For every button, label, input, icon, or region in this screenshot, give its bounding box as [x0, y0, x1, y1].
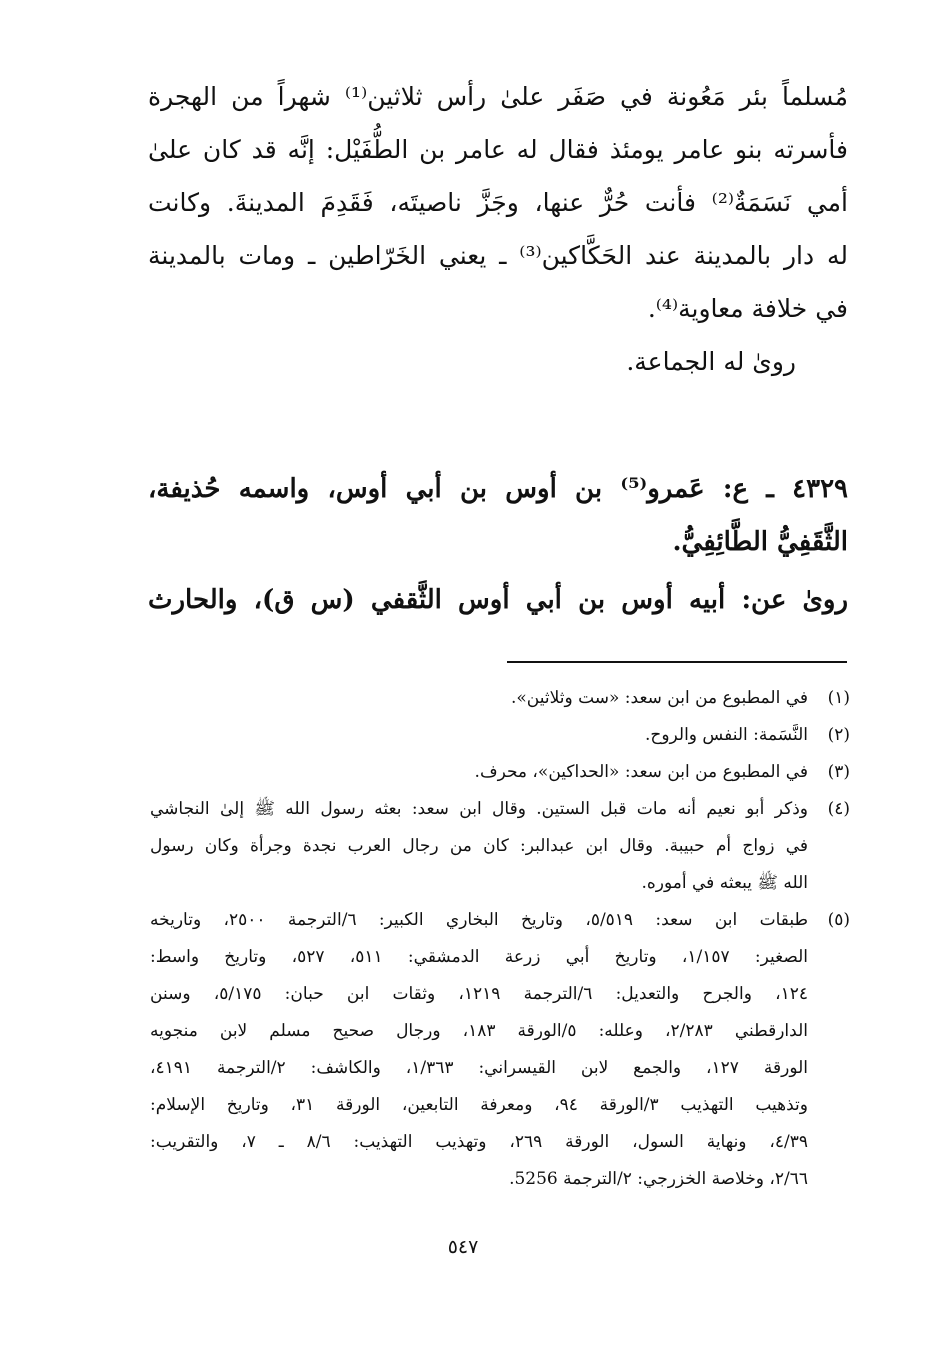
footnote-line: في المطبوع من ابن سعد: «الحداكين»، محرف. [474, 762, 808, 782]
entry-heading [148, 463, 848, 569]
footnote [150, 902, 850, 1198]
footnote-number: (٥) [827, 910, 850, 930]
footnote-line: طبقات ابن سعد: ٥/٥١٩، وتاريخ البخاري الكبير: ٦/الترجمة ٢٥٠٠، وتاريخه [150, 910, 809, 930]
body-line: له دار بالمدينة عند الحَكَّاكين⁽³⁾ ـ يعني الخَرّاطين ـ ومات بالمدينة [148, 241, 848, 270]
footnote [150, 680, 850, 717]
footnote-line: ١٢٤، والجرح والتعديل: ٦/الترجمة ١٢١٩، وثقات ابن حبان: ٥/١٧٥، وسنن [150, 984, 808, 1004]
footnotes [150, 680, 850, 1198]
footnote-line: وذكر أبو نعيم أنه مات قبل الستين. وقال ابن سعد: بعثه رسول الله ﷺ إلىٰ النجاشي [150, 799, 808, 819]
entry-narration [148, 574, 848, 627]
body-line: مُسلماً بئر مَعُونة في صَفَر علىٰ رأس ثلاثين⁽¹⁾ شهراً من الهجرة [148, 82, 849, 111]
footnote [150, 717, 850, 754]
footnote-line: ٢/٦٦، وخلاصة الخزرجي: ٢/الترجمة 5256. [509, 1169, 808, 1189]
footnote-number: (١) [827, 688, 850, 708]
footnote-line: الصغير: ١/١٥٧، وتاريخ أبي زرعة الدمشقي: ٥١١، ٥٢٧، وتاريخ واسط: [150, 947, 809, 967]
footnote-line: في زواج أم حبيبة. وقال ابن عبدالبر: كان من رجال العرب نجدة وجرأة وكان رسول [150, 836, 808, 856]
footnote [150, 754, 850, 791]
body-line: فأسرته بنو عامر يومئذ فقال له عامر بن الطُّفَيْل: إنَّه قد كان علىٰ [148, 135, 848, 164]
entry-title-line: ٤٣٢٩ ـ ع: عَمرو⁽⁵⁾ بن أوس بن أبي أوس، واسمه حُذيفة، [148, 474, 848, 504]
narration-line: روىٰ عن: أبيه أوس بن أبي أوس الثَّقفي (س ق)، والحارث [148, 585, 848, 615]
footnote-line: وتذهيب التهذيب ٣/الورقة ٩٤، ومعرفة التابعين، الورقة ٣١، وتاريخ الإسلام: [150, 1095, 808, 1115]
page-number: ٥٤٧ [447, 1236, 479, 1258]
footnote-separator [507, 661, 847, 663]
body-line: في خلافة معاوية⁽⁴⁾. [647, 294, 848, 323]
main-text [148, 70, 848, 388]
body-line: روىٰ له الجماعة. [626, 347, 796, 376]
footnote [150, 791, 850, 902]
footnote-line: في المطبوع من ابن سعد: «ست وثلاثين». [510, 688, 808, 708]
footnote-line: ٤/٣٩، ونهاية السول، الورقة ٢٦٩، وتهذيب التهذيب: ٨/٦ ـ ٧، والتقريب: [150, 1132, 809, 1152]
body-line: أمي نَسَمَةٌ⁽²⁾ فأنت حُرٌّ عنها، وجَزَّ ناصيتَه، فَقَدِمَ المدينةَ. وكانت [148, 188, 848, 217]
footnote-line: الدارقطني ٢/٢٨٣، وعلله: ٥/الورقة ١٨٣، ورجال صحيح مسلم لابن منجويه [150, 1021, 808, 1041]
footnote-line: النَّسَمة: النفس والروح. [644, 725, 808, 745]
footnote-number: (٤) [827, 799, 850, 819]
entry-title-line: الثَّقَفِيُّ الطَّائِفِيُّ. [672, 527, 848, 557]
footnote-line: الورقة ١٢٧، والجمع لابن القيسراني: ١/٣٦٣، والكاشف: ٢/الترجمة ٤١٩١، [150, 1058, 809, 1078]
footnote-number: (٢) [827, 725, 850, 745]
footnote-line: الله ﷺ يبعثه في أموره. [641, 873, 808, 893]
footnote-number: (٣) [827, 762, 850, 782]
